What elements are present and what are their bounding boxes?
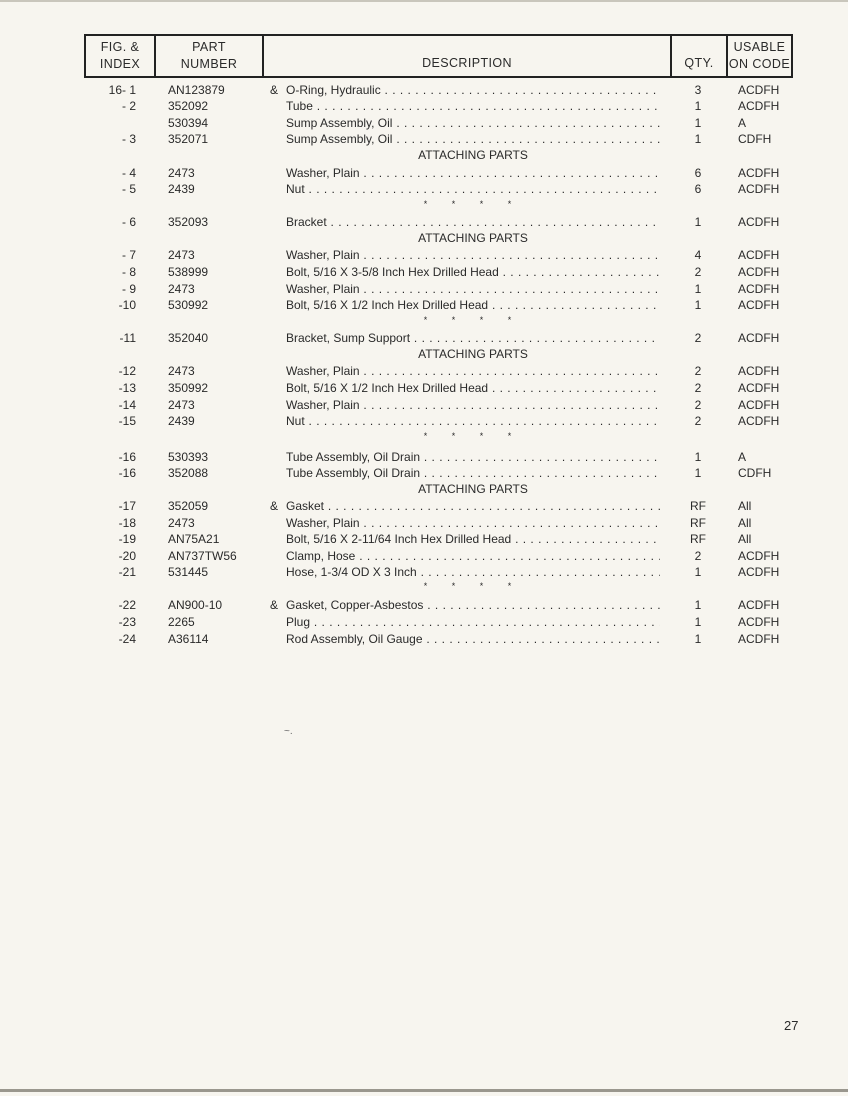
bottom-edge-line: [0, 1089, 848, 1092]
usable-code: ACDFH: [738, 414, 780, 428]
fig-index: - 5: [121, 182, 136, 196]
description: Washer, Plain . . .: [286, 397, 660, 413]
fig-index: - 9: [121, 282, 136, 296]
usable-code: ACDFH: [738, 381, 780, 395]
description: Bolt, 5/16 X 2-11/64 Inch Hex Drilled Head . . .: [286, 531, 660, 547]
usable-code: ACDFH: [738, 615, 780, 629]
description: Gasket, Copper-Asbestos . . .: [286, 597, 660, 613]
part-number: 530992: [168, 298, 209, 312]
fig-index: 16- 1: [108, 83, 136, 97]
quantity: 2: [694, 381, 702, 395]
description: Washer, Plain . . .: [286, 165, 660, 181]
description: Rod Assembly, Oil Gauge . . .: [286, 631, 660, 647]
usable-code: All: [738, 532, 752, 546]
part-number: 2265: [168, 615, 195, 629]
header-part-number: [156, 36, 264, 76]
quantity: RF: [690, 516, 706, 530]
ampersand-marker: &: [270, 499, 279, 513]
usable-code: ACDFH: [738, 331, 780, 345]
description: Hose, 1-3/4 OD X 3 Inch . . .: [286, 564, 660, 580]
usable-code: ACDFH: [738, 565, 780, 579]
quantity: RF: [690, 499, 706, 513]
description: Gasket . . .: [286, 498, 660, 514]
header-qty: [672, 36, 728, 76]
part-number: 538999: [168, 265, 209, 279]
part-number: 2473: [168, 364, 195, 378]
quantity: 2: [694, 414, 702, 428]
part-number: 2473: [168, 166, 195, 180]
section-end-marker: * * * *: [423, 199, 523, 209]
header-part-line2: NUMBER: [180, 57, 238, 71]
fig-index: -21: [118, 565, 136, 579]
part-number: 352092: [168, 99, 209, 113]
description: Tube Assembly, Oil Drain . . .: [286, 465, 660, 481]
header-fig-index: [86, 36, 156, 76]
header-part-line1: PART: [192, 40, 226, 54]
part-number: 352059: [168, 499, 209, 513]
description: Bolt, 5/16 X 3-5/8 Inch Hex Drilled Head . . .: [286, 264, 660, 280]
fig-index: -19: [118, 532, 136, 546]
fig-index: - 2: [121, 99, 136, 113]
fig-index: -20: [118, 549, 136, 563]
ampersand-marker: &: [270, 598, 279, 612]
part-number: A36114: [168, 632, 209, 646]
usable-code: ACDFH: [738, 282, 780, 296]
usable-code: ACDFH: [738, 182, 780, 196]
description: Tube Assembly, Oil Drain . . .: [286, 449, 660, 465]
description: Bracket, Sump Support . . .: [286, 330, 660, 346]
description: Bolt, 5/16 X 1/2 Inch Hex Drilled Head . . .: [286, 297, 660, 313]
description: O-Ring, Hydraulic . . .: [286, 82, 660, 98]
quantity: 1: [694, 632, 702, 646]
part-number: 2439: [168, 414, 195, 428]
description: Washer, Plain . . .: [286, 363, 660, 379]
usable-code: ACDFH: [738, 549, 780, 563]
fig-index: -22: [118, 598, 136, 612]
fig-index: -10: [118, 298, 136, 312]
fig-index: - 8: [121, 265, 136, 279]
quantity: 6: [694, 166, 702, 180]
part-number: 531445: [168, 565, 209, 579]
part-number: AN900-10: [168, 598, 223, 612]
fig-index: -16: [118, 450, 136, 464]
usable-code: ACDFH: [738, 632, 780, 646]
fig-index: -12: [118, 364, 136, 378]
header-description-label: DESCRIPTION: [422, 56, 512, 70]
quantity: 2: [694, 331, 702, 345]
part-number: AN123879: [168, 83, 225, 97]
fig-index: -11: [119, 331, 136, 345]
description: Washer, Plain . . .: [286, 281, 660, 297]
part-number: 2439: [168, 182, 195, 196]
part-number: AN75A21: [168, 532, 220, 546]
attaching-parts-heading: ATTACHING PARTS: [418, 148, 528, 162]
attaching-parts-heading: ATTACHING PARTS: [418, 482, 528, 496]
usable-code: ACDFH: [738, 166, 780, 180]
usable-code: ACDFH: [738, 265, 780, 279]
header-usable-line1: USABLE: [733, 40, 786, 54]
part-number: 352071: [168, 132, 209, 146]
part-number: 350992: [168, 381, 209, 395]
part-number: 530393: [168, 450, 209, 464]
usable-code: ACDFH: [738, 99, 780, 113]
quantity: 1: [694, 298, 702, 312]
fig-index: - 7: [121, 248, 136, 262]
header-qty-label: QTY.: [684, 56, 714, 70]
part-number: 2473: [168, 248, 195, 262]
usable-code: CDFH: [738, 132, 772, 146]
description: Bolt, 5/16 X 1/2 Inch Hex Drilled Head . . .: [286, 380, 660, 396]
fig-index: -23: [118, 615, 136, 629]
usable-code: ACDFH: [738, 398, 780, 412]
part-number: AN737TW56: [168, 549, 237, 563]
quantity: 1: [694, 565, 702, 579]
usable-code: ACDFH: [738, 83, 780, 97]
attaching-parts-heading: ATTACHING PARTS: [418, 347, 528, 361]
quantity: 1: [694, 615, 702, 629]
stray-mark: ~.: [284, 726, 293, 737]
fig-index: -18: [118, 516, 136, 530]
description: Nut . . .: [286, 181, 660, 197]
usable-code: All: [738, 516, 752, 530]
usable-code: ACDFH: [738, 248, 780, 262]
header-usable-line2: ON CODE: [728, 57, 791, 71]
quantity: 1: [694, 132, 702, 146]
description: Nut . . .: [286, 413, 660, 429]
quantity: 2: [694, 265, 702, 279]
fig-index: -14: [118, 398, 136, 412]
part-number: 530394: [168, 116, 209, 130]
quantity: 6: [694, 182, 702, 196]
section-end-marker: * * * *: [423, 581, 523, 591]
usable-code: All: [738, 499, 752, 513]
usable-code: A: [738, 116, 747, 130]
usable-code: ACDFH: [738, 598, 780, 612]
fig-index: -24: [118, 632, 136, 646]
quantity: 1: [694, 116, 702, 130]
top-edge-line: [0, 0, 848, 2]
attaching-parts-heading: ATTACHING PARTS: [418, 231, 528, 245]
fig-index: -17: [118, 499, 136, 513]
part-number: 352040: [168, 331, 209, 345]
header-fig-line2: INDEX: [99, 57, 141, 71]
ampersand-marker: &: [270, 83, 279, 97]
quantity: 1: [694, 598, 702, 612]
fig-index: -13: [118, 381, 136, 395]
quantity: 1: [694, 99, 702, 113]
header-fig-line1: FIG. &: [100, 40, 140, 54]
part-number: 352093: [168, 215, 209, 229]
fig-index: - 6: [121, 215, 136, 229]
page-number: 27: [784, 1018, 799, 1033]
quantity: 2: [694, 398, 702, 412]
description: Sump Assembly, Oil . . .: [286, 131, 660, 147]
part-number: 2473: [168, 516, 195, 530]
usable-code: ACDFH: [738, 364, 780, 378]
usable-code: ACDFH: [738, 215, 780, 229]
fig-index: - 3: [121, 132, 136, 146]
quantity: 1: [694, 215, 702, 229]
description: Washer, Plain . . .: [286, 247, 660, 263]
description: Tube . . .: [286, 98, 660, 114]
description: Plug . . .: [286, 614, 660, 630]
quantity: 1: [694, 450, 702, 464]
usable-code: A: [738, 450, 747, 464]
quantity: 1: [694, 466, 702, 480]
quantity: 2: [694, 549, 702, 563]
part-number: 2473: [168, 282, 195, 296]
quantity: RF: [690, 532, 706, 546]
fig-index: -16: [118, 466, 136, 480]
description: Washer, Plain . . .: [286, 515, 660, 531]
description: Bracket . . .: [286, 214, 660, 230]
header-description: [264, 36, 672, 76]
part-number: 2473: [168, 398, 195, 412]
part-number: 352088: [168, 466, 209, 480]
description: Clamp, Hose . . .: [286, 548, 660, 564]
usable-code: CDFH: [738, 466, 772, 480]
description: Sump Assembly, Oil . . .: [286, 115, 660, 131]
section-end-marker: * * * *: [423, 431, 523, 441]
quantity: 3: [694, 83, 702, 97]
fig-index: -15: [118, 414, 136, 428]
fig-index: - 4: [121, 166, 136, 180]
quantity: 4: [694, 248, 702, 262]
header-usable-on-code: [728, 36, 791, 76]
quantity: 2: [694, 364, 702, 378]
quantity: 1: [694, 282, 702, 296]
usable-code: ACDFH: [738, 298, 780, 312]
table-header: [84, 34, 793, 78]
section-end-marker: * * * *: [423, 315, 523, 325]
